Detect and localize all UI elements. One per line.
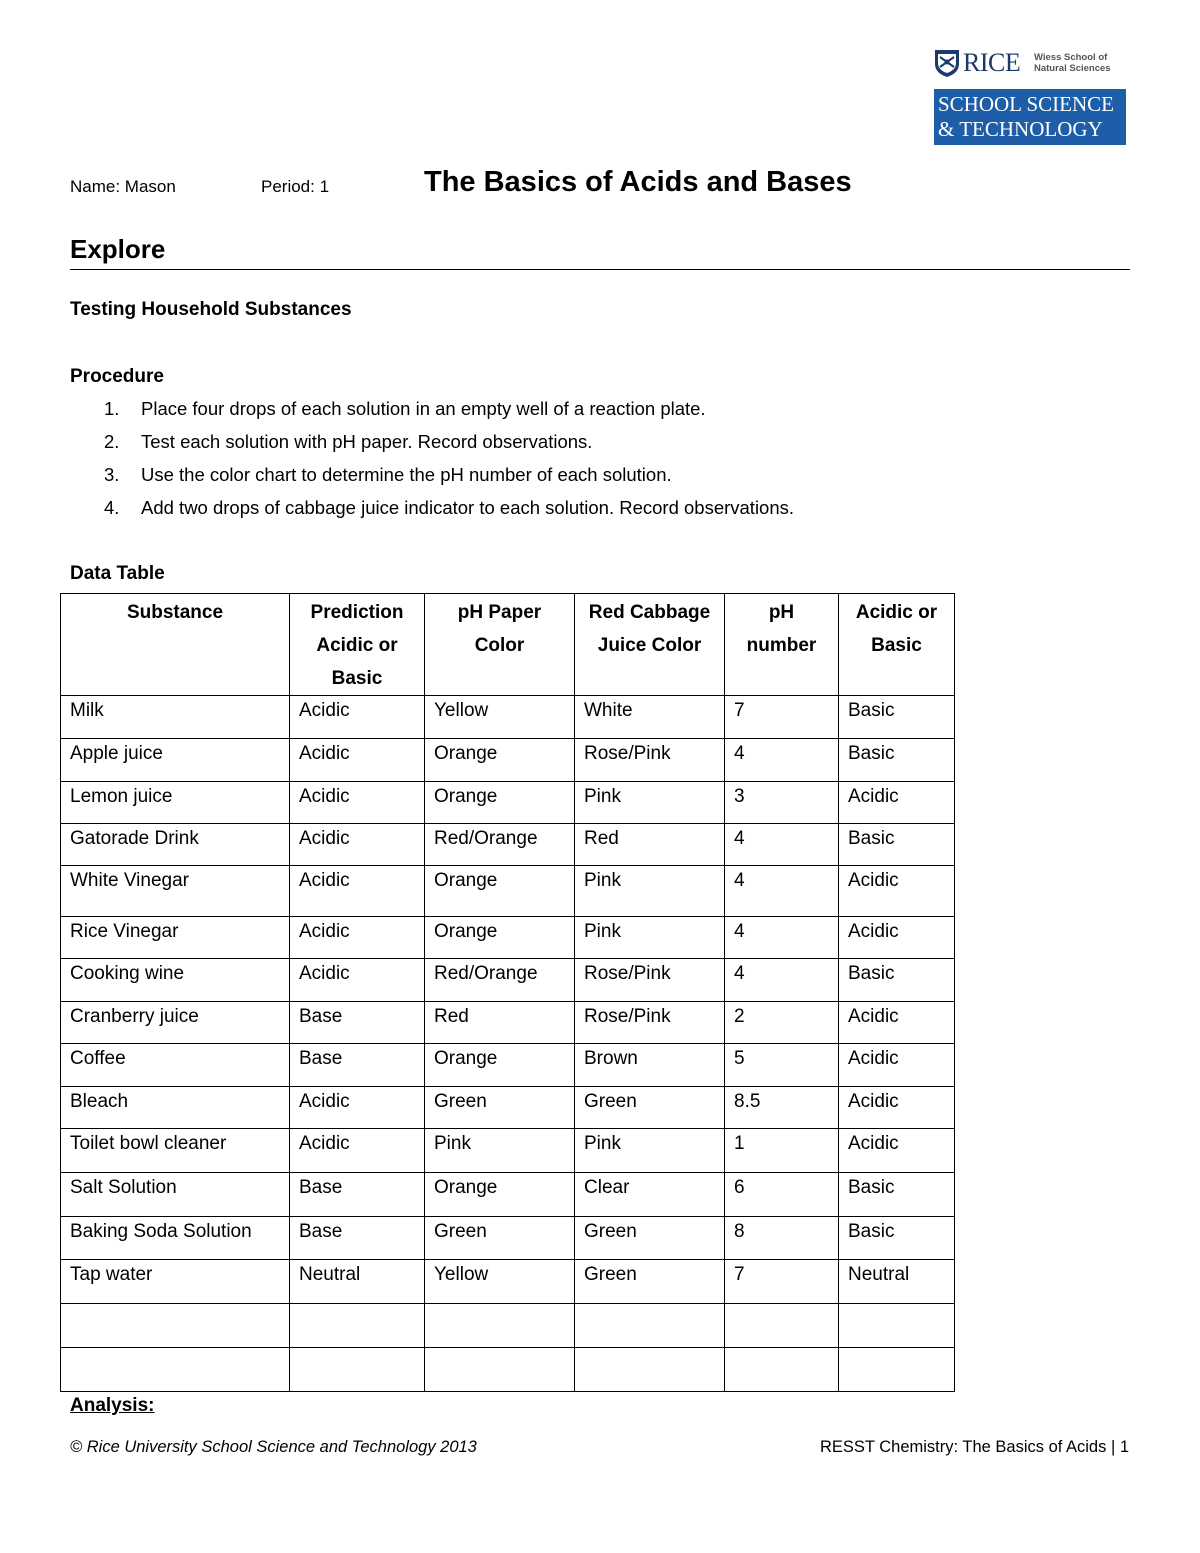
table-cell: Neutral	[839, 1260, 955, 1304]
header-ph-number: pH number	[725, 594, 839, 696]
table-cell: 7	[725, 1260, 839, 1304]
table-row	[61, 1260, 955, 1304]
data-table-label: Data Table	[70, 563, 165, 584]
procedure-step	[104, 497, 794, 519]
table-cell: Apple juice	[61, 739, 290, 782]
sst-logo-line2: & TECHNOLOGY	[938, 117, 1103, 141]
table-cell: Orange	[425, 1044, 575, 1087]
table-cell: Toilet bowl cleaner	[61, 1129, 290, 1173]
table-cell: Brown	[575, 1044, 725, 1087]
table-cell: Red	[575, 824, 725, 866]
step-number: 2.	[104, 431, 120, 452]
table-cell: Basic	[839, 739, 955, 782]
table-header-row	[61, 594, 955, 696]
footer-page-info: RESST Chemistry: The Basics of Acids | 1	[819, 1438, 1129, 1456]
table-cell: Lemon juice	[61, 782, 290, 824]
student-name: Name: Mason	[70, 177, 176, 196]
table-cell: Acidic	[839, 1129, 955, 1173]
table-cell: Neutral	[290, 1260, 425, 1304]
table-cell: White	[575, 696, 725, 739]
table-cell	[575, 1304, 725, 1348]
analysis-label: Analysis:	[70, 1395, 155, 1416]
table-cell: Acidic	[290, 696, 425, 739]
table-row	[61, 1217, 955, 1260]
table-cell: Acidic	[290, 824, 425, 866]
table-cell: Green	[425, 1087, 575, 1129]
table-cell	[61, 1348, 290, 1392]
table-cell: 8	[725, 1217, 839, 1260]
procedure-step	[104, 398, 706, 420]
table-row	[61, 917, 955, 959]
table-cell: Base	[290, 1002, 425, 1044]
sst-logo-line1: SCHOOL SCIENCE	[938, 92, 1114, 116]
table-cell	[290, 1348, 425, 1392]
table-row	[61, 1173, 955, 1217]
table-cell: White Vinegar	[61, 866, 290, 917]
table-cell: 4	[725, 866, 839, 917]
table-cell: Basic	[839, 1173, 955, 1217]
sst-logo-box	[934, 89, 1126, 145]
section-divider	[70, 269, 1130, 270]
table-cell: Bleach	[61, 1087, 290, 1129]
table-cell: Gatorade Drink	[61, 824, 290, 866]
school-name-line1: Wiess School of	[1034, 52, 1108, 63]
table-cell	[839, 1348, 955, 1392]
table-cell: 4	[725, 959, 839, 1002]
table-cell: Tap water	[61, 1260, 290, 1304]
procedure-heading: Procedure	[70, 366, 164, 387]
table-cell: Rose/Pink	[575, 959, 725, 1002]
table-cell: 3	[725, 782, 839, 824]
table-cell: 5	[725, 1044, 839, 1087]
section-heading: Explore	[70, 234, 166, 264]
table-cell: Pink	[575, 782, 725, 824]
table-cell: Acidic	[290, 866, 425, 917]
table-cell: 8.5	[725, 1087, 839, 1129]
table-cell: Green	[575, 1217, 725, 1260]
step-text: Test each solution with pH paper. Record observations.	[141, 431, 593, 452]
table-body	[61, 696, 955, 1392]
rice-logo-top	[932, 45, 1126, 85]
table-row	[61, 1002, 955, 1044]
table-row	[61, 1304, 955, 1348]
table-cell: 6	[725, 1173, 839, 1217]
table-cell: Orange	[425, 1173, 575, 1217]
table-cell: 4	[725, 917, 839, 959]
table-cell: Pink	[575, 917, 725, 959]
table-cell: Coffee	[61, 1044, 290, 1087]
step-text: Place four drops of each solution in an empty well of a reaction plate.	[141, 398, 706, 419]
table-cell: 4	[725, 739, 839, 782]
shield-icon	[934, 48, 960, 78]
table-cell: Orange	[425, 739, 575, 782]
table-cell: Yellow	[425, 1260, 575, 1304]
table-cell: Clear	[575, 1173, 725, 1217]
table-row	[61, 866, 955, 917]
header-acidic-or-basic: Acidic or Basic	[839, 594, 955, 696]
table-cell: Basic	[839, 1217, 955, 1260]
rice-wordmark: RICE	[963, 48, 1021, 77]
table-cell: Basic	[839, 959, 955, 1002]
table-cell: Red/Orange	[425, 824, 575, 866]
table-cell: Acidic	[839, 1044, 955, 1087]
table-cell: Acidic	[839, 866, 955, 917]
school-name-line2: Natural Sciences	[1034, 63, 1111, 74]
table-cell	[425, 1304, 575, 1348]
class-period: Period: 1	[261, 177, 330, 196]
table-cell: Green	[425, 1217, 575, 1260]
table-row	[61, 1129, 955, 1173]
step-text: Add two drops of cabbage juice indicator to each solution. Record observations.	[141, 497, 795, 518]
table-cell: Salt Solution	[61, 1173, 290, 1217]
subsection-heading: Testing Household Substances	[70, 299, 352, 320]
table-cell: Acidic	[290, 1087, 425, 1129]
table-row	[61, 824, 955, 866]
table-cell: Pink	[425, 1129, 575, 1173]
table-cell: Orange	[425, 917, 575, 959]
table-cell	[290, 1304, 425, 1348]
table-cell: Acidic	[839, 1087, 955, 1129]
header-substance: Substance	[61, 594, 290, 696]
footer-copyright: © Rice University School Science and Technology 2013	[70, 1438, 477, 1456]
table-cell	[425, 1348, 575, 1392]
table-cell: Rice Vinegar	[61, 917, 290, 959]
table-cell: 7	[725, 696, 839, 739]
table-cell: Acidic	[290, 917, 425, 959]
table-cell	[725, 1304, 839, 1348]
table-cell: Baking Soda Solution	[61, 1217, 290, 1260]
table-cell	[725, 1348, 839, 1392]
table-cell: Red/Orange	[425, 959, 575, 1002]
table-cell: Cooking wine	[61, 959, 290, 1002]
table-cell: Acidic	[290, 959, 425, 1002]
table-cell: Acidic	[839, 1002, 955, 1044]
school-name	[1034, 52, 1126, 74]
table-row	[61, 782, 955, 824]
table-cell: Acidic	[290, 782, 425, 824]
table-cell	[61, 1304, 290, 1348]
table-cell: Milk	[61, 696, 290, 739]
procedure-step	[104, 431, 592, 453]
table-cell: Base	[290, 1217, 425, 1260]
table-cell: Green	[575, 1260, 725, 1304]
rice-logo	[932, 45, 1126, 147]
table-cell: Pink	[575, 1129, 725, 1173]
table-cell: Orange	[425, 866, 575, 917]
step-number: 1.	[104, 398, 120, 419]
table-cell: Acidic	[290, 1129, 425, 1173]
procedure-step	[104, 464, 672, 486]
table-cell: Basic	[839, 696, 955, 739]
table-cell: Yellow	[425, 696, 575, 739]
table-row	[61, 959, 955, 1002]
page-title: The Basics of Acids and Bases	[424, 166, 852, 198]
table-cell: Pink	[575, 866, 725, 917]
step-text: Use the color chart to determine the pH number of each solution.	[141, 464, 672, 485]
table-cell: Orange	[425, 782, 575, 824]
table-cell: 4	[725, 824, 839, 866]
table-cell: Acidic	[839, 917, 955, 959]
table-cell: Red	[425, 1002, 575, 1044]
header-cabbage-color: Red Cabbage Juice Color	[575, 594, 725, 696]
table-cell: Acidic	[290, 739, 425, 782]
table-row	[61, 1044, 955, 1087]
table-cell: 2	[725, 1002, 839, 1044]
table-cell	[839, 1304, 955, 1348]
table-cell: Green	[575, 1087, 725, 1129]
table-cell: Rose/Pink	[575, 1002, 725, 1044]
header-prediction: Prediction Acidic or Basic	[290, 594, 425, 696]
header-ph-paper-color: pH Paper Color	[425, 594, 575, 696]
table-cell: 1	[725, 1129, 839, 1173]
table-cell: Base	[290, 1173, 425, 1217]
table-row	[61, 1348, 955, 1392]
table-cell: Basic	[839, 824, 955, 866]
table-row	[61, 739, 955, 782]
table-cell: Cranberry juice	[61, 1002, 290, 1044]
table-cell: Rose/Pink	[575, 739, 725, 782]
step-number: 3.	[104, 464, 120, 485]
table-row	[61, 1087, 955, 1129]
table-row	[61, 696, 955, 739]
table-cell: Acidic	[839, 782, 955, 824]
table-cell: Base	[290, 1044, 425, 1087]
data-table	[60, 593, 955, 1392]
table-cell	[575, 1348, 725, 1392]
step-number: 4.	[104, 497, 120, 518]
